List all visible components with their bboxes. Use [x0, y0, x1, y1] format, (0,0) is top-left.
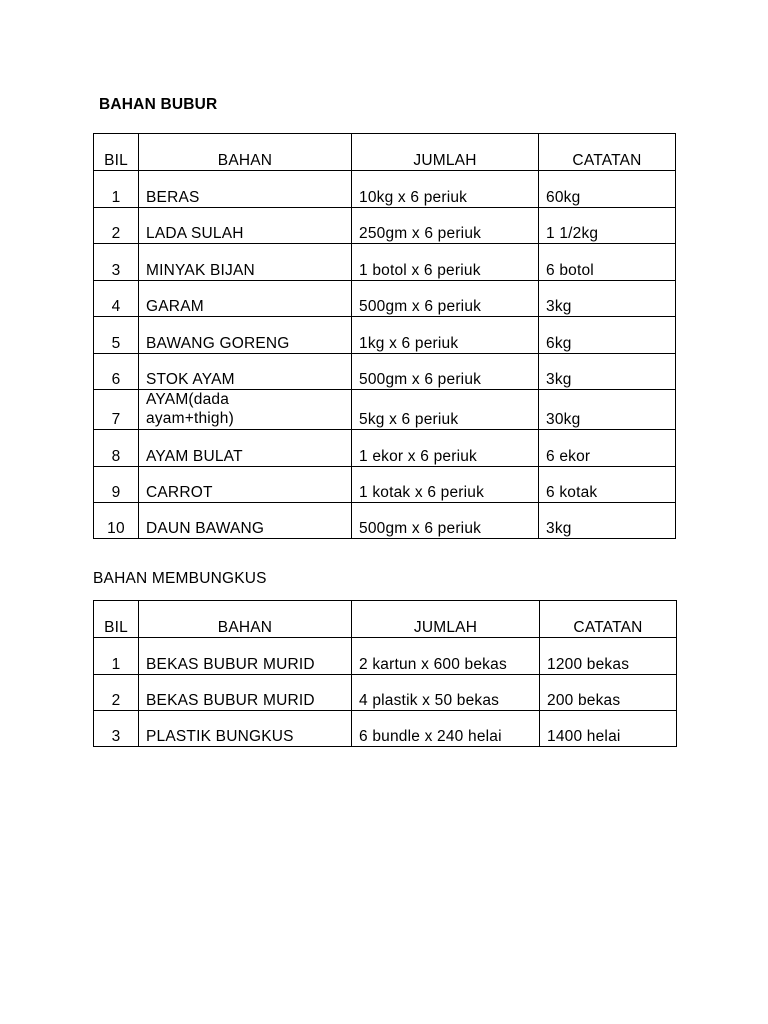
- cell-catatan: 6kg: [539, 317, 676, 354]
- cell-jumlah: 1kg x 6 periuk: [352, 317, 539, 354]
- header-catatan: CATATAN: [539, 134, 676, 171]
- header-bahan: BAHAN: [139, 134, 352, 171]
- table-row: [94, 281, 676, 317]
- cell-bil: 1: [94, 171, 139, 208]
- header-jumlah: JUMLAH: [352, 134, 539, 171]
- cell-catatan: 1400 helai: [540, 711, 677, 747]
- cell-catatan: 1200 bekas: [540, 638, 677, 675]
- cell-catatan: 3kg: [539, 354, 676, 390]
- table-row: [94, 711, 677, 747]
- header-bil: BIL: [94, 601, 139, 638]
- cell-bil: 8: [94, 430, 139, 467]
- cell-jumlah: 500gm x 6 periuk: [352, 503, 539, 539]
- table-row: [94, 390, 676, 430]
- bahan-bubur-table: [93, 133, 676, 539]
- cell-bahan: LADA SULAH: [139, 208, 352, 244]
- cell-jumlah: 5kg x 6 periuk: [352, 390, 539, 430]
- cell-bil: 7: [94, 390, 139, 430]
- document-title: BAHAN BUBUR: [99, 96, 218, 113]
- cell-jumlah: 1 botol x 6 periuk: [352, 244, 539, 281]
- table-row: [94, 638, 677, 675]
- bahan-membungkus-table: [93, 600, 677, 747]
- cell-bil: 2: [94, 208, 139, 244]
- table-row: [94, 503, 676, 539]
- cell-bahan: AYAM BULAT: [139, 430, 352, 467]
- cell-catatan: 60kg: [539, 171, 676, 208]
- table-row: [94, 675, 677, 711]
- cell-bil: 3: [94, 244, 139, 281]
- cell-bahan: STOK AYAM: [139, 354, 352, 390]
- cell-bahan: PLASTIK BUNGKUS: [139, 711, 352, 747]
- table-row: [94, 171, 676, 208]
- table-row: [94, 467, 676, 503]
- cell-catatan: 3kg: [539, 503, 676, 539]
- cell-catatan: 6 kotak: [539, 467, 676, 503]
- cell-jumlah: 10kg x 6 periuk: [352, 171, 539, 208]
- header-bil: BIL: [94, 134, 139, 171]
- cell-bil: 3: [94, 711, 139, 747]
- cell-catatan: 3kg: [539, 281, 676, 317]
- cell-bahan: GARAM: [139, 281, 352, 317]
- cell-jumlah: 4 plastik x 50 bekas: [352, 675, 540, 711]
- cell-bahan: AYAM(dada ayam+thigh): [139, 390, 352, 430]
- section-title: BAHAN MEMBUNGKUS: [93, 570, 267, 587]
- cell-catatan: 200 bekas: [540, 675, 677, 711]
- cell-jumlah: 500gm x 6 periuk: [352, 281, 539, 317]
- cell-bil: 2: [94, 675, 139, 711]
- table-header-row: [94, 134, 676, 171]
- header-bahan: BAHAN: [139, 601, 352, 638]
- cell-catatan: 6 ekor: [539, 430, 676, 467]
- cell-jumlah: 2 kartun x 600 bekas: [352, 638, 540, 675]
- table-row: [94, 244, 676, 281]
- cell-jumlah: 1 ekor x 6 periuk: [352, 430, 539, 467]
- table-row: [94, 208, 676, 244]
- cell-bil: 6: [94, 354, 139, 390]
- cell-jumlah: 500gm x 6 periuk: [352, 354, 539, 390]
- header-jumlah: JUMLAH: [352, 601, 540, 638]
- header-catatan: CATATAN: [540, 601, 677, 638]
- table-row: [94, 430, 676, 467]
- cell-bahan: MINYAK BIJAN: [139, 244, 352, 281]
- cell-jumlah: 1 kotak x 6 periuk: [352, 467, 539, 503]
- cell-bahan: BAWANG GORENG: [139, 317, 352, 354]
- table-row: [94, 354, 676, 390]
- cell-jumlah: 6 bundle x 240 helai: [352, 711, 540, 747]
- cell-bahan: BEKAS BUBUR MURID: [139, 675, 352, 711]
- cell-bil: 5: [94, 317, 139, 354]
- cell-catatan: 30kg: [539, 390, 676, 430]
- cell-bahan: CARROT: [139, 467, 352, 503]
- cell-bil: 4: [94, 281, 139, 317]
- cell-bil: 1: [94, 638, 139, 675]
- cell-jumlah: 250gm x 6 periuk: [352, 208, 539, 244]
- table-header-row: [94, 601, 677, 638]
- cell-bil: 9: [94, 467, 139, 503]
- cell-catatan: 1 1/2kg: [539, 208, 676, 244]
- cell-bil: 10: [94, 503, 139, 539]
- table-row: [94, 317, 676, 354]
- cell-bahan: DAUN BAWANG: [139, 503, 352, 539]
- cell-bahan: BERAS: [139, 171, 352, 208]
- cell-catatan: 6 botol: [539, 244, 676, 281]
- cell-bahan: BEKAS BUBUR MURID: [139, 638, 352, 675]
